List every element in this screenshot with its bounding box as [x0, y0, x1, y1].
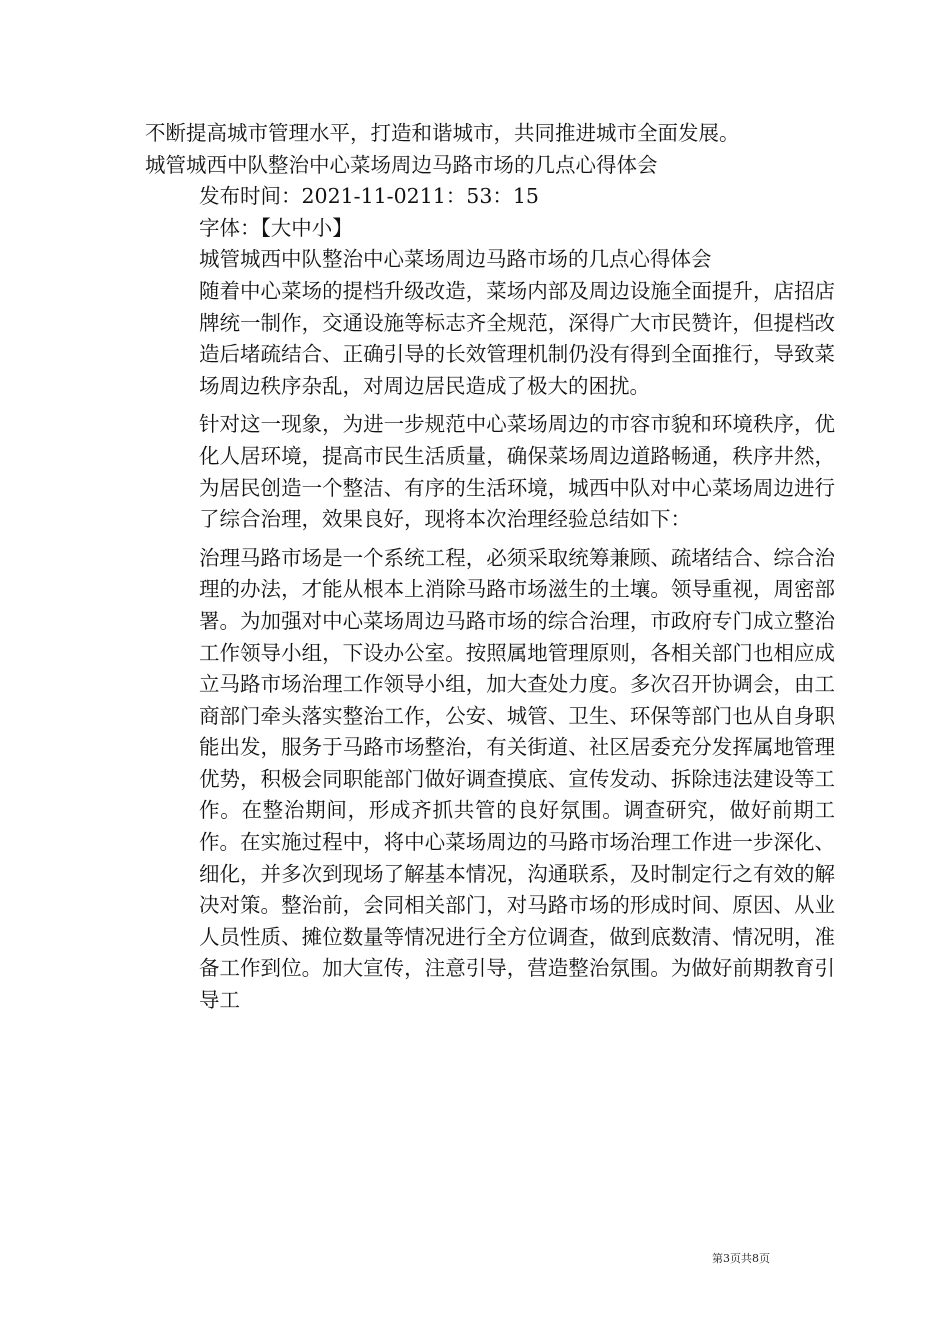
- font-size-selector[interactable]: 字体：【大中小】: [199, 215, 353, 240]
- paragraph: 针对这一现象，为进一步规范中心菜场周边的市容市貌和环境秩序，优化人居环境，提高市民生活质量，确保菜场周边道路畅通，秩序井然，为居民创造一个整洁、有序的生活环境，城西中队对中心菜场周边进行了综合治理，效果良好，现将本次治理经验总结如下：: [199, 412, 835, 532]
- page-number: 第3页共8页: [712, 1252, 770, 1265]
- paragraph: 随着中心菜场的提档升级改造，菜场内部及周边设施全面提升，店招店牌统一制作，交通设施等标志齐全规范，深得广大市民赞许，但提档改造后堵疏结合、正确引导的长效管理机制仍没有得到全面推行，导致菜场周边秩序杂乱，对周边居民造成了极大的困扰。: [199, 278, 835, 398]
- publish-time: 发布时间：2021-11-0211：53：15: [199, 184, 539, 209]
- article-subtitle: 城管城西中队整治中心菜场周边马路市场的几点心得体会: [199, 247, 712, 272]
- text-line: 不断提高城市管理水平，打造和谐城市，共同推进城市全面发展。: [145, 121, 740, 145]
- paragraph: 治理马路市场是一个系统工程，必须采取统筹兼顾、疏堵结合、综合治理的办法，才能从根本上消除马路市场滋生的土壤。领导重视，周密部署。为加强对中心菜场周边马路市场的综合治理，市政府专门成立整治工作领导小组，下设办公室。按照属地管理原则，各相关部门也相应成立马路市场治理工作领导小组，加大查处力度。多次召开协调会，由工商部门牵头落实整治工作，公安、城管、卫生、环保等部门也从自身职能出发，服务于马路市场整治，有关街道、社区居委充分发挥属地管理优势，积极会同职能部门做好调查摸底、宣传发动、拆除违法建设等工作。在整治期间，形成齐抓共管的良好氛围。调查研究，做好前期工作。在实施过程中，将中心菜场周边的马路市场治理工作进一步深化、细化，并多次到现场了解基本情况，沟通联系，及时制定行之有效的解决对策。整治前，会同相关部门，对马路市场的形成时间、原因、从业人员性质、摊位数量等情况进行全方位调查，做到底数清、情况明，准备工作到位。加大宣传，注意引导，营造整治氛围。为做好前期教育引导工: [199, 545, 835, 1013]
- document-body: [145, 118, 835, 1017]
- article-title: 城管城西中队整治中心菜场周边马路市场的几点心得体会: [145, 152, 658, 177]
